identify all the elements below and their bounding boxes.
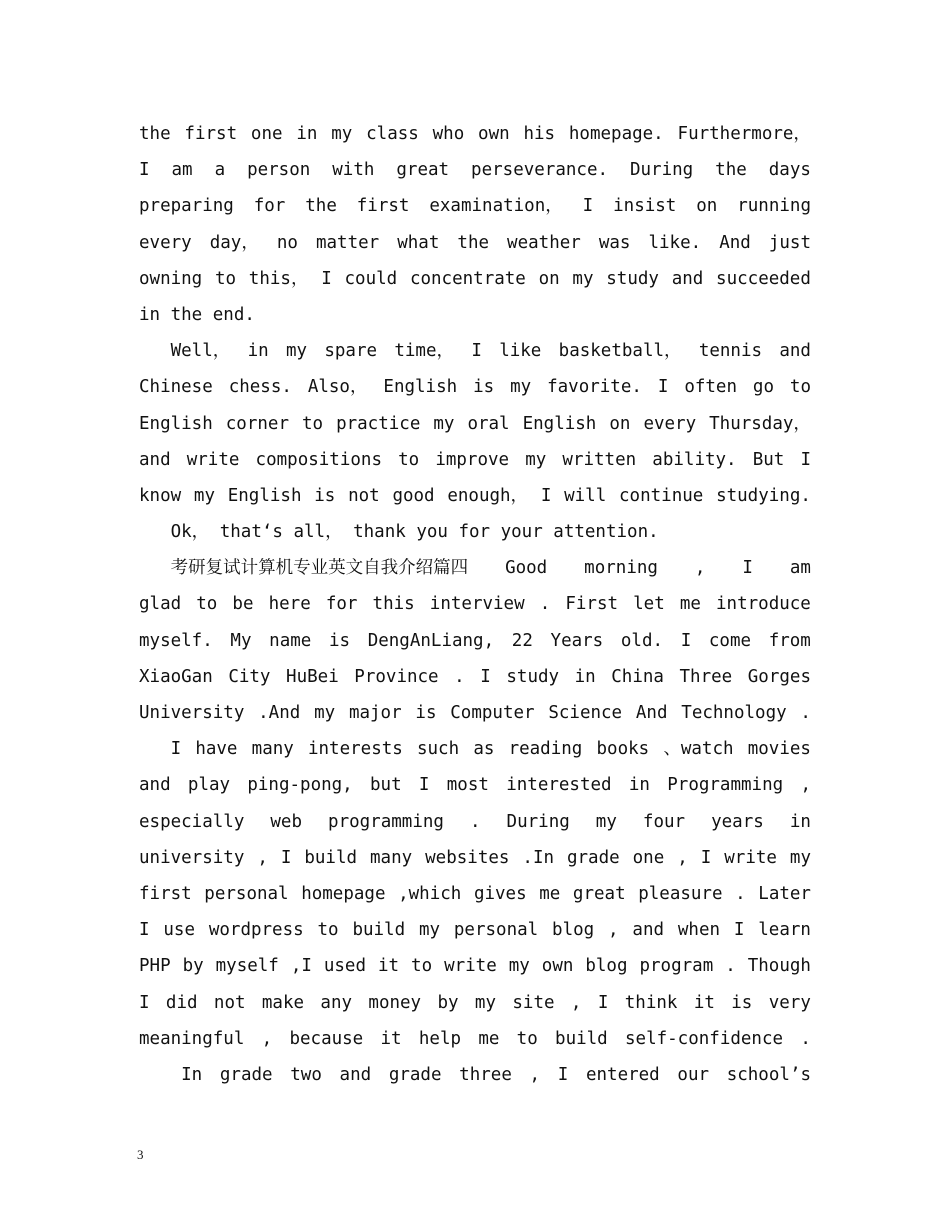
text-line: I did not make any money by my site , I think it is very xyxy=(139,992,811,1013)
text-line: especially web programming . During my four years in xyxy=(139,811,811,832)
text-line: PHP by myself ,I used it to write my own blog program . Though xyxy=(139,956,811,977)
text-line: and write compositions to improve my written ability. But I xyxy=(139,449,811,470)
text-line: the first one in my class who own his homepage. Furthermore， xyxy=(139,124,811,144)
text-line: owning to this， I could concentrate on my study and succeeded xyxy=(139,268,811,289)
text-line: XiaoGan City HuBei Province . I study in China Three Gorges xyxy=(139,666,811,687)
text-line: Ok， that‘s all， thank you for your attention. xyxy=(139,522,659,543)
text-line: Well， in my spare time， I like basketball， tennis and xyxy=(139,341,811,362)
text-line: know my English is not good enough， I will continue studying. xyxy=(139,485,811,506)
text-line: every day， no matter what the weather was like. And just xyxy=(139,232,811,253)
text-line: first personal homepage ,which gives me great pleasure . Later xyxy=(139,883,811,904)
text-line: glad to be here for this interview . First let me introduce xyxy=(139,594,811,615)
text-line: English corner to practice my oral English on every Thursday， xyxy=(139,413,811,434)
text-line: I have many interests such as reading books 、watch movies xyxy=(139,739,811,760)
text-line: preparing for the first examination， I insist on running xyxy=(139,196,811,217)
text-line: in the end. xyxy=(139,304,255,325)
text-line: myself. My name is DengAnLiang, 22 Years old. I come from xyxy=(139,630,811,651)
text-line: and play ping-pong, but I most interested in Programming , xyxy=(139,775,811,796)
text-line: university , I build many websites .In grade one , I write my xyxy=(139,847,811,868)
page-number: 3 xyxy=(137,1147,144,1162)
text-line: 考研复试计算机专业英文自我介绍篇四 Good morning , I am xyxy=(139,558,811,579)
body-text xyxy=(139,116,811,1093)
text-line: Chinese chess. Also， English is my favorite. I often go to xyxy=(139,377,811,398)
text-line: In grade two and grade three , I entered our school’s xyxy=(139,1064,811,1085)
text-line: I use wordpress to build my personal blog , and when I learn xyxy=(139,920,811,941)
text-line: I am a person with great perseverance. During the days xyxy=(139,160,811,181)
text-line: meaningful , because it help me to build self-confidence . xyxy=(139,1028,811,1049)
text-line: University .And my major is Computer Science And Technology . xyxy=(139,703,811,723)
